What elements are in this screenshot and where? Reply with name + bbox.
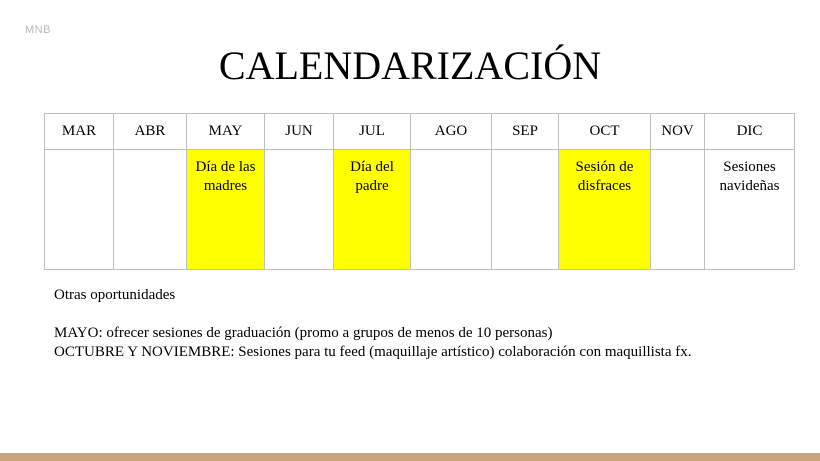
calendar-table (44, 113, 795, 270)
page-title: CALENDARIZACIÓN (218, 43, 602, 88)
month-header: MAR (45, 114, 114, 150)
event-cell (265, 150, 334, 270)
event-cell (45, 150, 114, 270)
event-cell (411, 150, 492, 270)
note-line-mayo: MAYO: ofrecer sesiones de graduación (promo a grupos de menos de 10 personas) (54, 325, 553, 341)
calendar-event-row (45, 150, 795, 270)
note-line-octubre-noviembre: OCTUBRE Y NOVIEMBRE: Sesiones para tu feed (maquillaje artístico) colaboración con maquillista fx. (54, 344, 692, 360)
month-header: DIC (705, 114, 795, 150)
bottom-accent-bar (0, 453, 820, 461)
month-header: JUN (265, 114, 334, 150)
brand-logo-text: MNB (25, 24, 51, 36)
notes-section (54, 286, 692, 362)
month-header: NOV (651, 114, 705, 150)
event-cell: Sesiones navideñas (705, 150, 795, 270)
month-header: AGO (411, 114, 492, 150)
event-cell (114, 150, 187, 270)
event-cell: Día de las madres (187, 150, 265, 270)
notes-heading: Otras oportunidades (54, 287, 176, 303)
month-header: SEP (492, 114, 559, 150)
calendar-header-row (45, 114, 795, 150)
event-cell: Sesión de disfraces (559, 150, 651, 270)
month-header: MAY (187, 114, 265, 150)
month-header: OCT (559, 114, 651, 150)
month-header: ABR (114, 114, 187, 150)
event-cell: Día del padre (334, 150, 411, 270)
month-header: JUL (334, 114, 411, 150)
event-cell (651, 150, 705, 270)
event-cell (492, 150, 559, 270)
